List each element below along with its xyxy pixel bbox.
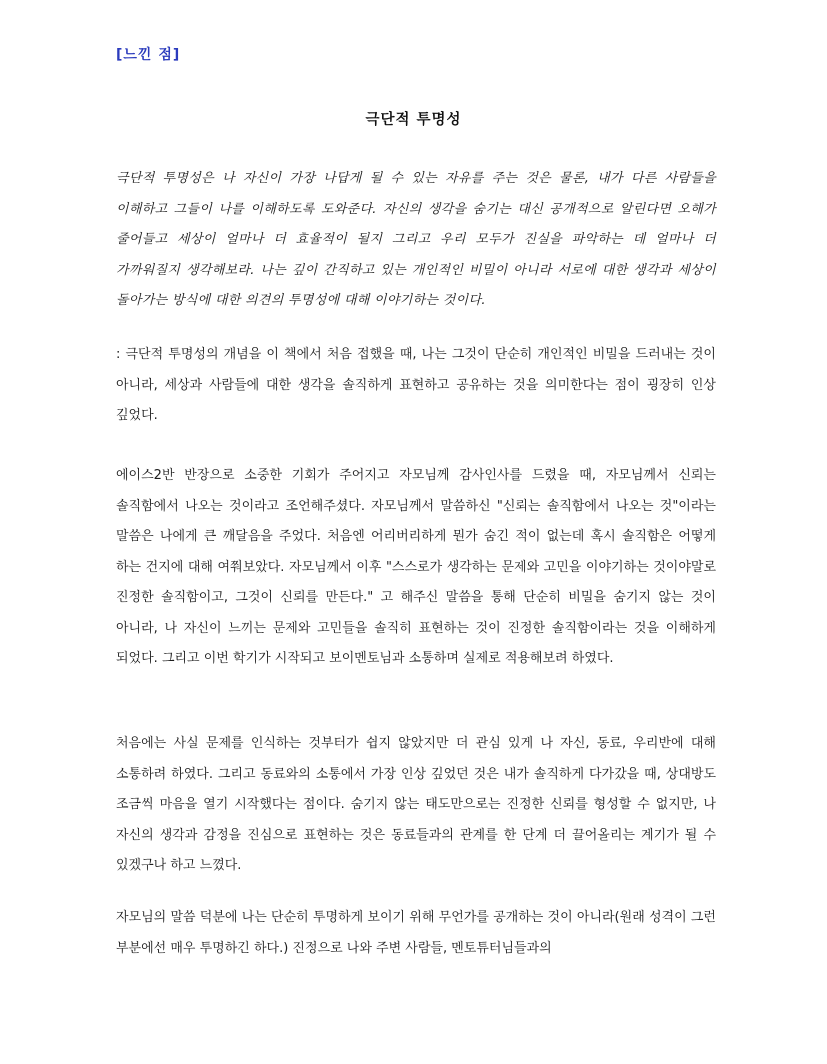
book-quote: 극단적 투명성은 나 자신이 가장 나답게 될 수 있는 자유를 주는 것은 물론, 내가 다른 사람들을 이해하고 그들이 나를 이해하도록 도와준다. 자신의 생각을 숨기는 대신 공개적으로 알린다면 오해가 줄어들고 세상이 얼마나 더 효율적이 될지 그리고 우리 모두가 진실을 파악하는 데 얼마나 더 가까워질지 생각해보라. 나는 깊이 간직하고 있는 개인적인 비밀이 아니라 서로에 대한 생각과 세상이 돌아가는 방식에 대한 의견의 투명성에 대해 이야기하는 것이다. xyxy=(116,171,716,308)
paragraph-2: 에이스2반 반장으로 소중한 기회가 주어지고 자모님께 감사인사를 드렸을 때, 자모님께서 신뢰는 솔직함에서 나오는 것이라고 조언해주셨다. 자모님께서 말씀하신 "신뢰는 솔직함에서 나오는 것"이라는 말씀은 나에게 큰 깨달음을 주었다. 처음엔 어리버리하게 뭔가 숨긴 적이 없는데 혹시 솔직함은 어떻게 하는 건지에 대해 여쭤보았다. 자모님께서 이후 "스스로가 생각하는 문제와 고민을 이야기하는 것이야말로 진정한 솔직함이고, 그것이 신뢰를 만든다." 고 해주신 말씀을 통해 단순히 비밀을 숨기지 않는 것이 아니라, 나 자신이 느끼는 문제와 고민들을 솔직히 표현하는 것이 진정한 솔직함이라는 것을 이해하게 되었다. 그리고 이번 학기가 시작되고 보이멘토님과 소통하며 실제로 적용해보려 하였다. xyxy=(116,468,716,666)
paragraph-3: 처음에는 사실 문제를 인식하는 것부터가 쉽지 않았지만 더 관심 있게 나 자신, 동료, 우리반에 대해 소통하려 하였다. 그리고 동료와의 소통에서 가장 인상 깊었던 것은 내가 솔직하게 다가갔을 때, 상대방도 조금씩 마음을 열기 시작했다는 점이다. 숨기지 않는 태도만으로는 진정한 신뢰를 형성할 수 없지만, 나 자신의 생각과 감정을 진심으로 표현하는 것은 동료들과의 관계를 한 단계 더 끌어올리는 계기가 될 수 있겠구나 하고 느꼈다. xyxy=(116,736,716,873)
section-label: [느낀 점] xyxy=(116,47,181,63)
paragraph-1: : 극단적 투명성의 개념을 이 책에서 처음 접했을 때, 나는 그것이 단순히 개인적인 비밀을 드러내는 것이 아니라, 세상과 사람들에 대한 생각을 솔직하게 표현하고 공유하는 것을 의미한다는 점이 굉장히 인상 깊었다. xyxy=(116,347,716,423)
document-title: 극단적 투명성 xyxy=(365,112,462,128)
paragraph-4: 자모님의 말씀 덕분에 나는 단순히 투명하게 보이기 위해 무언가를 공개하는 것이 아니라(원래 성격이 그런 부분에선 매우 투명하긴 하다.) 진정으로 나와 주변 사람들, 멘토튜터님들과의 xyxy=(116,910,716,956)
